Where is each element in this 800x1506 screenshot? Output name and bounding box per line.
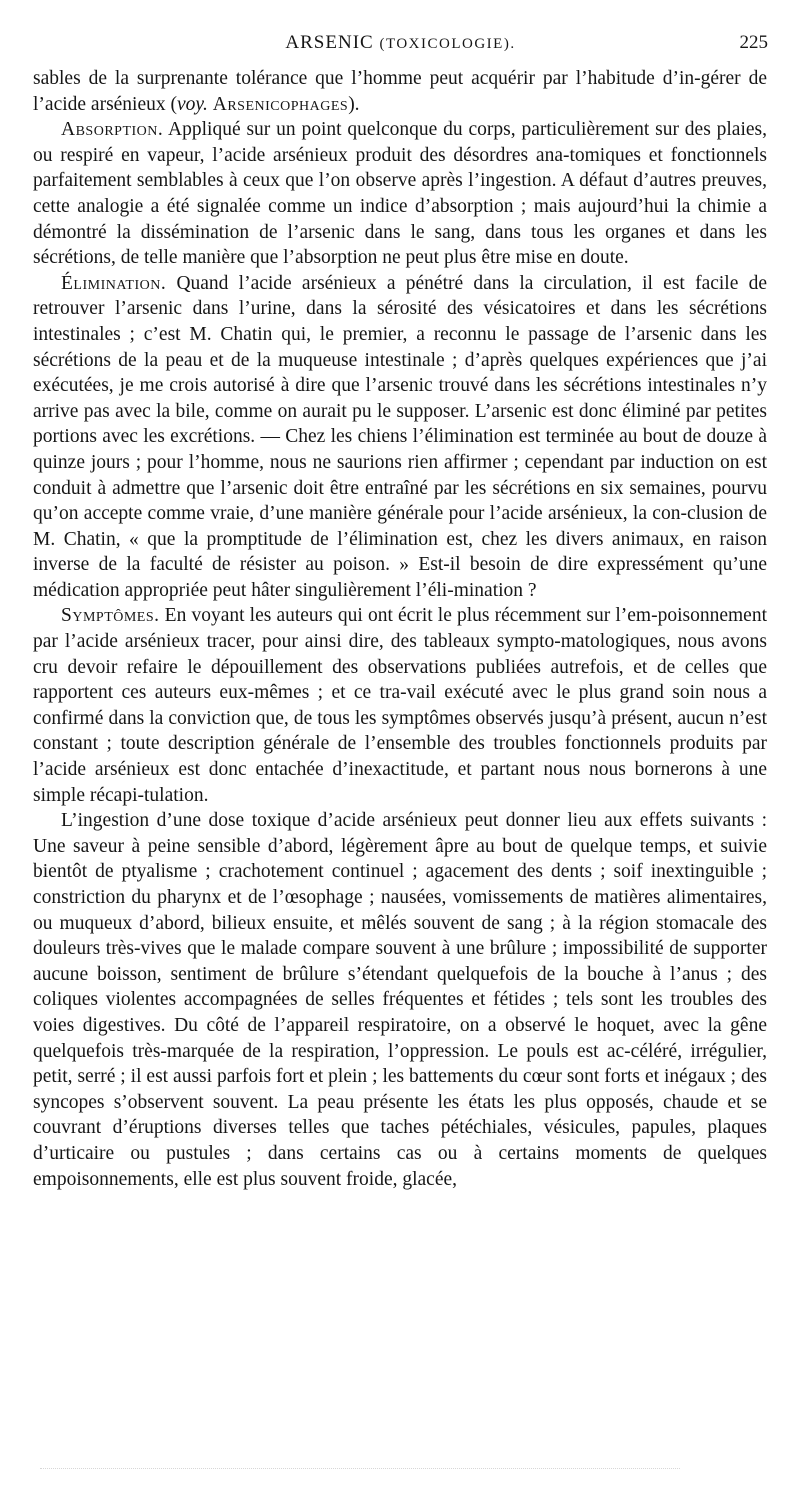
section-heading-text: Absorption. (61, 119, 164, 141)
paragraph-text: Quand l’acide arsénieux a pénétré dans la circulation, il est facile de retrouver l’arsenic dans l’urine, dans la sérosité des vésicatoires et dans les sécrétions intestinales ; c’est M. Chatin qui, le premier, a reconnu le passage de l’arsenic dans les sécrétions de la peau et de la muqueuse intestinale ; d’après quelques expériences que j’ai exécutées, je me crois autorisé à dire que l’arsenic trouvé dans les sécrétions intestinales n’y arrive pas avec la bile, comme on aurait pu le supposer. L’arsenic est donc éliminé par petites portions avec les excrétions. — Chez les chiens l’élimination est terminée au bout de douze à quinze jours ; pour l’homme, nous ne saurions rien affirmer ; cependant par induction on est conduit à admettre que l’arsenic doit être entraîné par les sécrétions en six semaines, pourvu qu’on accepte comme vraie, d’une manière générale pour l’acide arsénieux, la con-clusion de M. Chatin, « que la promptitude de l’élimination est, chez les divers animaux, en raison inverse de la faculté de résister au poison. » Est-il besoin de dire expressément qu’une médication appropriée peut hâter singulièrement l’éli-mination ? (33, 272, 767, 601)
running-head (33, 30, 768, 56)
section-heading-text: Symptômes. (61, 605, 160, 627)
italic-text: voy. (177, 93, 208, 115)
paragraph-text: En voyant les auteurs qui ont écrit le plus récemment sur l’em-poisonnement par l’acide arsénieux tracer, pour ainsi dire, des tableaux sympto-matologiques, nous avons cru devoir refaire le dépouillement des observations publiées autrefois, et de celles que rapportent ces auteurs eux-mêmes ; et ce tra-vail exécuté avec le plus grand soin nous a confirmé dans la conviction que, de tous les symptômes observés jusqu’à présent, aucun n’est constant ; toute description générale de l’ensemble des troubles fonctionnels produits par l’acide arsénieux est donc entachée d’inexactitude, et partant nous nous bornerons à une simple récapi-tulation. (33, 605, 767, 806)
bleed-through-trace (40, 1468, 680, 1471)
page-number: 225 (739, 32, 768, 53)
paragraph-elimination (33, 271, 767, 604)
paragraph-continuation (33, 66, 767, 117)
paragraph-ingestion (33, 808, 767, 1192)
paragraph-text: Appliqué sur un point quelconque du corps, particulièrement sur des plaies, ou respiré en vapeur, l’acide arsénieux produit des désordres ana-tomiques et fonctionnels parfaitement semblables à ceux que l’on observe après l’ingestion. A défaut d’autres preuves, cette analogie a été signalée comme un indice d’absorption ; mais aujourd’hui la chimie a démontré la dissémination de l’arsenic dans le sang, dans tous les organes et dans les sécrétions, de telle manière que l’absorption ne peut plus être mise en doute. (33, 119, 767, 269)
paragraph-text: ). (348, 93, 360, 115)
paragraph-symptomes (33, 603, 767, 808)
running-title-main: ARSENIC (285, 32, 374, 53)
paragraph-absorption (33, 117, 767, 271)
section-heading-text: Arsenicophages (212, 93, 349, 115)
running-title-sub: (TOXICOLOGIE). (379, 36, 516, 52)
section-heading-text: Élimination. (61, 272, 167, 294)
running-title (33, 30, 768, 57)
page-body (33, 66, 767, 1192)
paragraph-text: sables de la surprenante tolérance que l’homme peut acquérir par l’habitude d’in-gérer de l’acide arsénieux ( (33, 68, 767, 115)
paragraph-text: L’ingestion d’une dose toxique d’acide arsénieux peut donner lieu aux effets suivants : Une saveur à peine sensible d’abord, légèrement âpre au bout de quelque temps, et suivie bientôt de ptyalisme ; crachotement continuel ; agacement des dents ; soif inextinguible ; constriction du pharynx et de l’œsophage ; nausées, vomissements de matières alimentaires, ou muqueux d’abord, bilieux ensuite, et mêlés souvent de sang ; à la région stomacale des douleurs très-vives que le malade compare souvent à une brûlure ; impossibilité de supporter aucune boisson, sentiment de brûlure s’étendant quelquefois de la bouche à l’anus ; des coliques violentes accompagnées de selles fréquentes et fétides ; tels sont les troubles des voies digestives. Du côté de l’appareil respiratoire, on a observé le hoquet, avec la gêne quelquefois très-marquée de la respiration, l’oppression. Le pouls est ac-céléré, irrégulier, petit, serré ; il est aussi parfois fort et plein ; les battements du cœur sont forts et inégaux ; des syncopes s’observent souvent. La peau présente les états les plus opposés, chaude et se couvrant d’éruptions diverses telles que taches pétéchiales, vésicules, papules, plaques d’urticaire ou pustules ; dans certains cas ou à certains moments de quelques empoisonnements, elle est plus souvent froide, glacée, (33, 810, 767, 1190)
